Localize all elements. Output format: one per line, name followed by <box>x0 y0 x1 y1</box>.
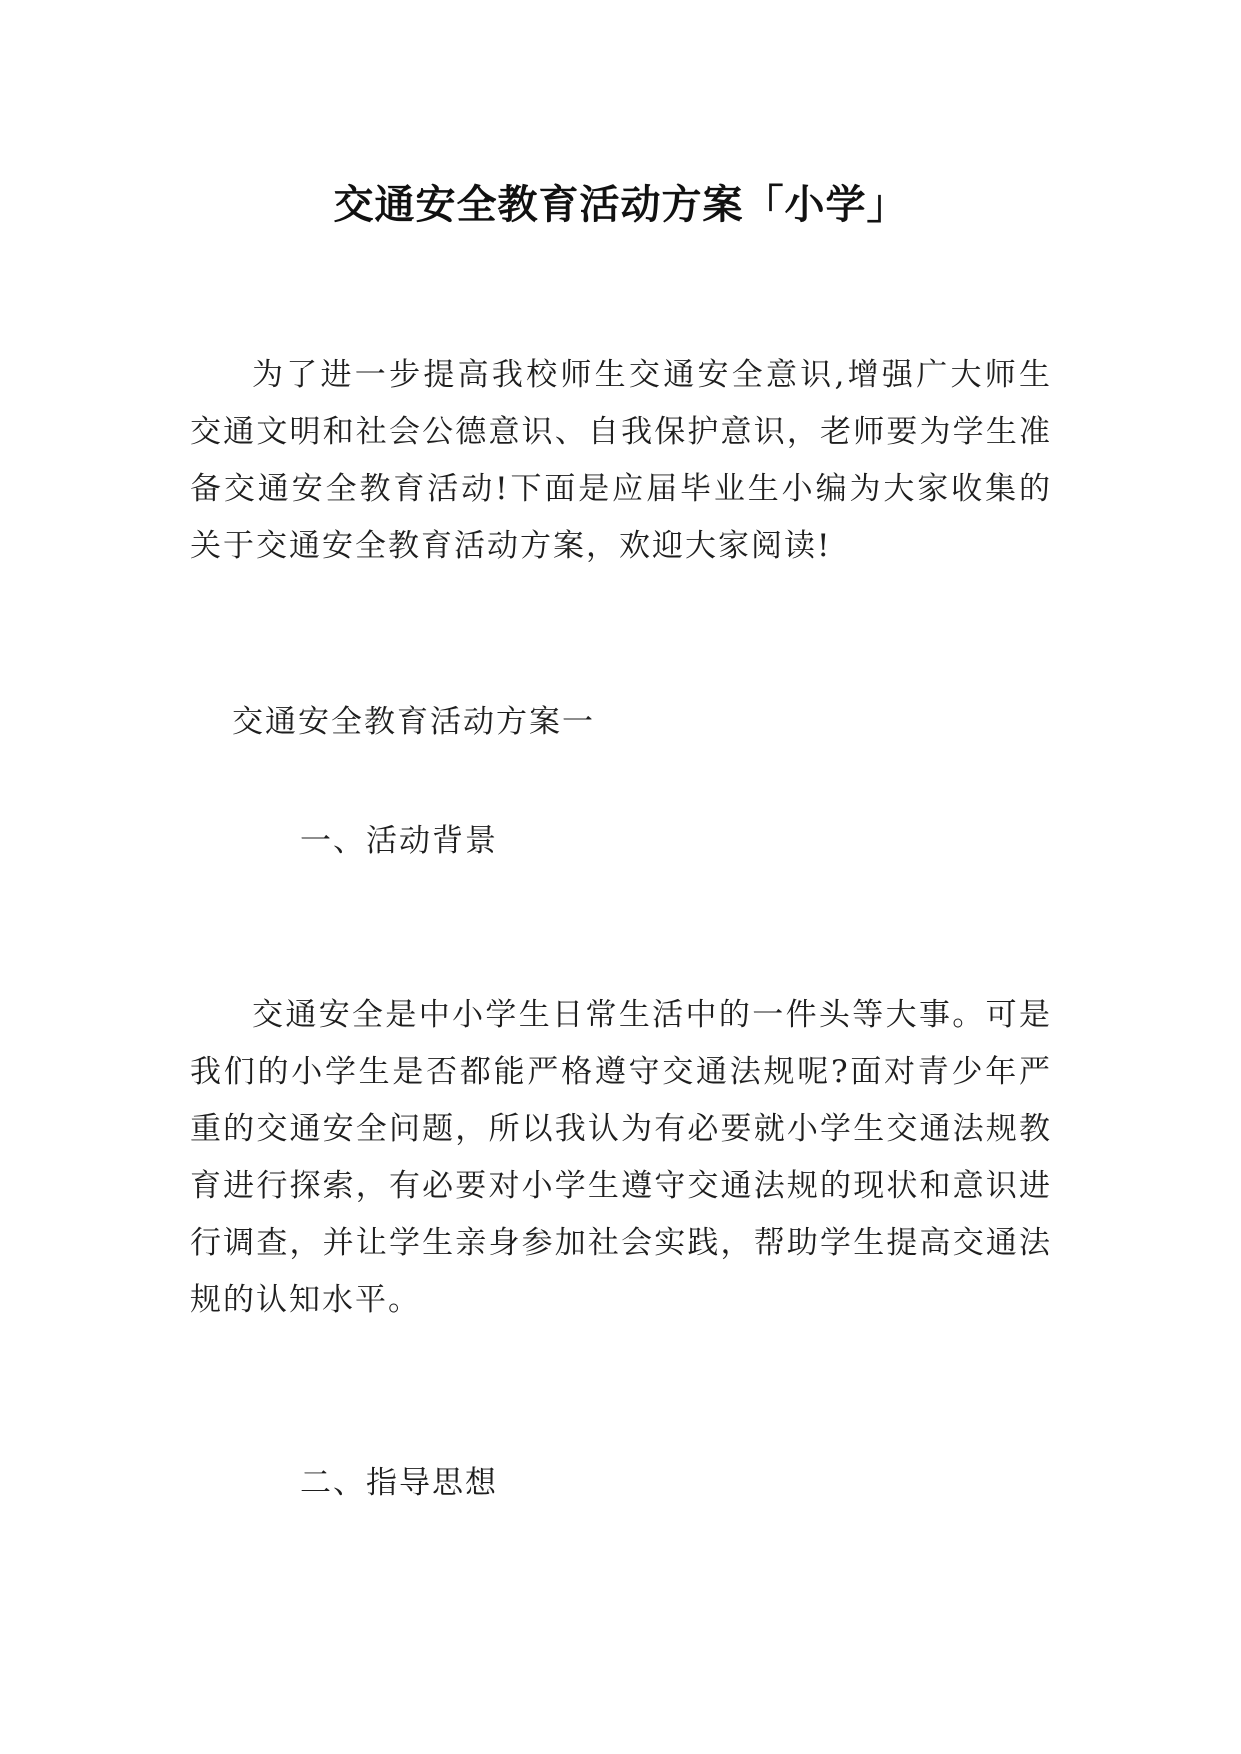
document-title: 交通安全教育活动方案「小学」 <box>333 181 908 228</box>
plan-title: 交通安全教育活动方案一 <box>232 704 595 740</box>
section-heading-guiding-ideology: 二、指导思想 <box>300 1465 498 1501</box>
intro-paragraph: 为了进一步提高我校师生交通安全意识,增强广大师生交通文明和社会公德意识、自我保护意识，老师要为学生准备交通安全教育活动!下面是应届毕业生小编为大家收集的关于交通安全教育活动方案，欢迎大家阅读! <box>190 357 1052 564</box>
section-heading-background: 一、活动背景 <box>300 823 498 859</box>
section-body-background: 交通安全是中小学生日常生活中的一件头等大事。可是我们的小学生是否都能严格遵守交通法规呢?面对青少年严重的交通安全问题，所以我认为有必要就小学生交通法规教育进行探索，有必要对小学生遵守交通法规的现状和意识进行调查，并让学生亲身参加社会实践，帮助学生提高交通法规的认知水平。 <box>190 997 1052 1318</box>
